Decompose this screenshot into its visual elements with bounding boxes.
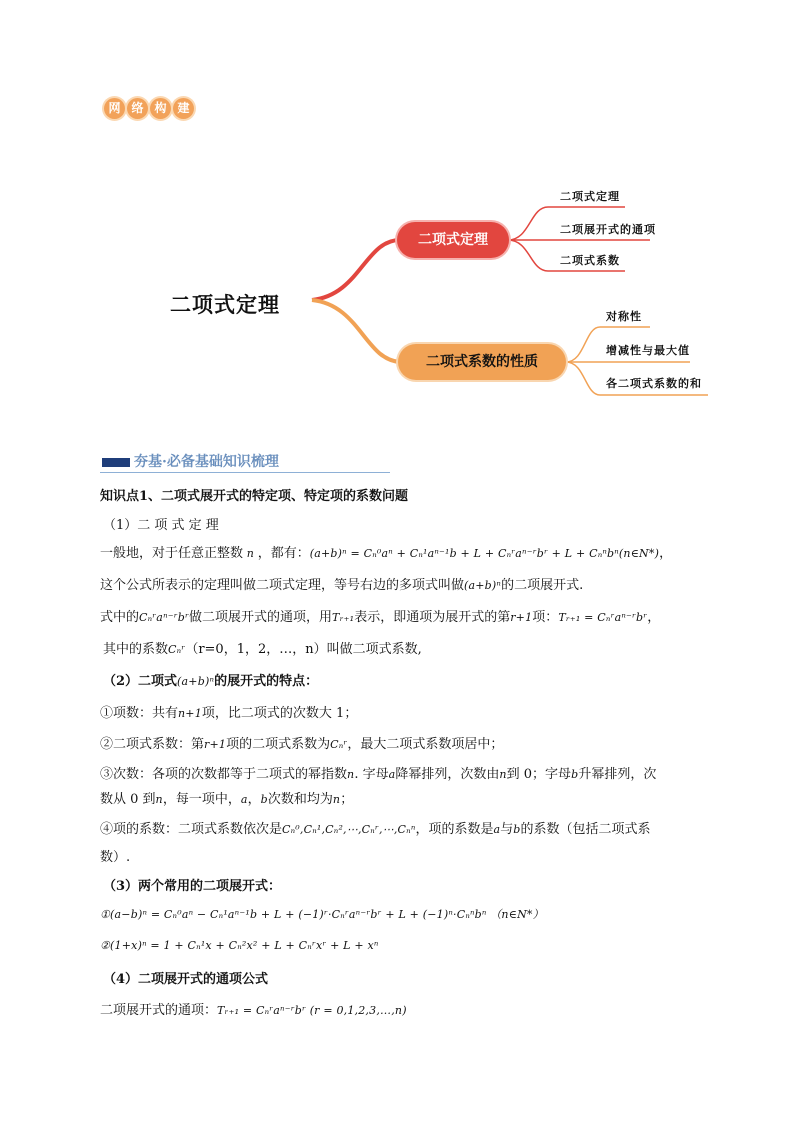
- formula-line: [100, 906, 544, 922]
- mindmap-connectors: [0, 0, 794, 440]
- mindmap-leaf: 二项式系数: [560, 254, 620, 267]
- list-item: [100, 733, 503, 752]
- list-item: [100, 818, 651, 837]
- list-item: [100, 763, 656, 782]
- formula: n: [155, 793, 163, 806]
- text: 项，比二项式的次数大 1；: [201, 706, 358, 721]
- badge-char: 构: [150, 98, 171, 119]
- formula: (a+b)ⁿ = Cₙ⁰aⁿ + Cₙ¹aⁿ⁻¹b + L + Cₙʳaⁿ⁻ʳbʳ + L + Cₙⁿbⁿ(n∈N*): [309, 547, 660, 560]
- text: 升幂排列，次: [578, 767, 657, 782]
- text: 到 0；字母: [506, 767, 572, 782]
- mindmap-leaf: 增减性与最大值: [606, 344, 690, 357]
- formula: Tᵣ₊₁ = Cₙʳaⁿ⁻ʳbʳ (r = 0,1,2,3,…,n): [217, 1004, 407, 1017]
- formula: b: [260, 793, 268, 806]
- formula: n: [332, 793, 341, 806]
- list-item-continued: [100, 788, 353, 807]
- list-item-continued: 数）.: [100, 850, 131, 865]
- mindmap-leaf: 二项式定理: [560, 190, 620, 203]
- formula: b: [571, 768, 579, 781]
- mindmap-branch-properties: 二项式系数的性质: [398, 344, 566, 380]
- formula: r+1: [204, 738, 227, 751]
- mindmap-leaf: 对称性: [606, 310, 642, 323]
- formula: ②(1+x)ⁿ = 1 + Cₙ¹x + Cₙ²x² + L + Cₙʳxʳ + L + xⁿ: [100, 939, 379, 952]
- text: 的系数（包括二项式系: [520, 822, 651, 837]
- text: 数从 0 到: [100, 792, 156, 807]
- formula: Cₙʳ: [168, 643, 186, 656]
- mindmap-leaf: 二项展开式的通项: [560, 223, 656, 236]
- badge-char: 建: [173, 98, 194, 119]
- subheading-general-term: （4）二项展开式的通项公式: [103, 972, 269, 987]
- text: 其中的系数: [103, 642, 169, 657]
- formula: a: [493, 823, 501, 836]
- formula: Tᵣ₊₁ = Cₙʳaⁿ⁻ʳbʳ: [558, 611, 648, 624]
- list-item: [100, 702, 357, 721]
- text: ①项数：共有: [100, 706, 179, 721]
- paragraph: [100, 606, 660, 625]
- formula: n: [499, 768, 507, 781]
- paragraph: [100, 999, 407, 1018]
- formula: a: [240, 793, 248, 806]
- paragraph: [100, 542, 672, 561]
- text: 项：: [532, 610, 559, 625]
- formula: (a+b)ⁿ: [177, 675, 215, 688]
- formula: r+1: [510, 611, 533, 624]
- text: ，: [247, 792, 261, 807]
- text: ，最大二项式系数项居中；: [347, 737, 504, 752]
- mindmap-branch-theorem: 二项式定理: [397, 222, 509, 258]
- text: ，都有：: [257, 546, 310, 561]
- formula: (a+b)ⁿ: [464, 579, 502, 592]
- text: ②二项式系数：第: [100, 737, 205, 752]
- text: （r=0，1，2，…，n）叫做二项式系数,: [185, 642, 422, 657]
- text: 的二项展开式.: [501, 578, 584, 593]
- formula: ①(a−b)ⁿ = Cₙ⁰aⁿ − Cₙ¹aⁿ⁻¹b + L + (−1)ʳ·Cₙʳaⁿ⁻ʳbʳ + L + (−1)ⁿ·Cₙⁿbⁿ （n∈N*）: [100, 908, 544, 921]
- formula: n+1: [178, 707, 202, 720]
- badge-char: 网: [104, 98, 125, 119]
- text: ④项的系数：二项式系数依次是: [100, 822, 283, 837]
- formula: n: [347, 768, 355, 781]
- text: 一般地，对于任意正整数: [100, 546, 244, 561]
- mindmap-root: 二项式定理: [170, 293, 280, 317]
- text: ，每一项中，: [162, 792, 241, 807]
- formula: Cₙʳ: [330, 738, 348, 751]
- text: 做二项展开式的通项，用: [189, 610, 333, 625]
- paragraph: [103, 638, 422, 657]
- formula: Cₙ⁰,Cₙ¹,Cₙ²,⋯,Cₙʳ,⋯,Cₙⁿ: [282, 823, 416, 836]
- formula-line: [100, 938, 379, 953]
- mindmap-leaf: 各二项式系数的和: [606, 377, 702, 390]
- badge-char: 络: [127, 98, 148, 119]
- subheading-theorem: （1）二 项 式 定 理: [103, 518, 219, 533]
- section-marker: [102, 458, 130, 467]
- text: 的展开式的特点：: [214, 674, 319, 689]
- text: 与: [500, 822, 514, 837]
- text: （2）二项式: [103, 674, 178, 689]
- text: . 字母: [354, 767, 389, 782]
- text: ，: [647, 610, 661, 625]
- text: 这个公式所表示的定理叫做二项式定理，等号右边的多项式叫做: [100, 578, 465, 593]
- subheading-features: [103, 670, 318, 689]
- formula: a: [388, 768, 396, 781]
- section-title: 夯基·必备基础知识梳理: [134, 454, 279, 470]
- knowledge-point-title: 知识点1、二项式展开式的特定项、特定项的系数问题: [100, 489, 409, 504]
- text: 表示，即通项为展开式的第: [354, 610, 511, 625]
- text: 次数和均为: [267, 792, 333, 807]
- text: ；: [340, 792, 354, 807]
- text: 二项展开式的通项：: [100, 1003, 218, 1018]
- formula: Cₙʳaⁿ⁻ʳbʳ: [139, 611, 190, 624]
- text: 项的二项式系数为: [226, 737, 331, 752]
- paragraph: [100, 574, 583, 593]
- formula: n: [243, 547, 258, 560]
- text: ，项的系数是: [415, 822, 494, 837]
- formula: Tᵣ₊₁: [332, 611, 355, 624]
- subheading-common: （3）两个常用的二项展开式：: [103, 879, 282, 894]
- text: ，: [659, 546, 673, 561]
- text: ③次数：各项的次数都等于二项式的幂指数: [100, 767, 348, 782]
- text: 式中的: [100, 610, 140, 625]
- formula: b: [513, 823, 521, 836]
- text: 降幂排列，次数由: [395, 767, 500, 782]
